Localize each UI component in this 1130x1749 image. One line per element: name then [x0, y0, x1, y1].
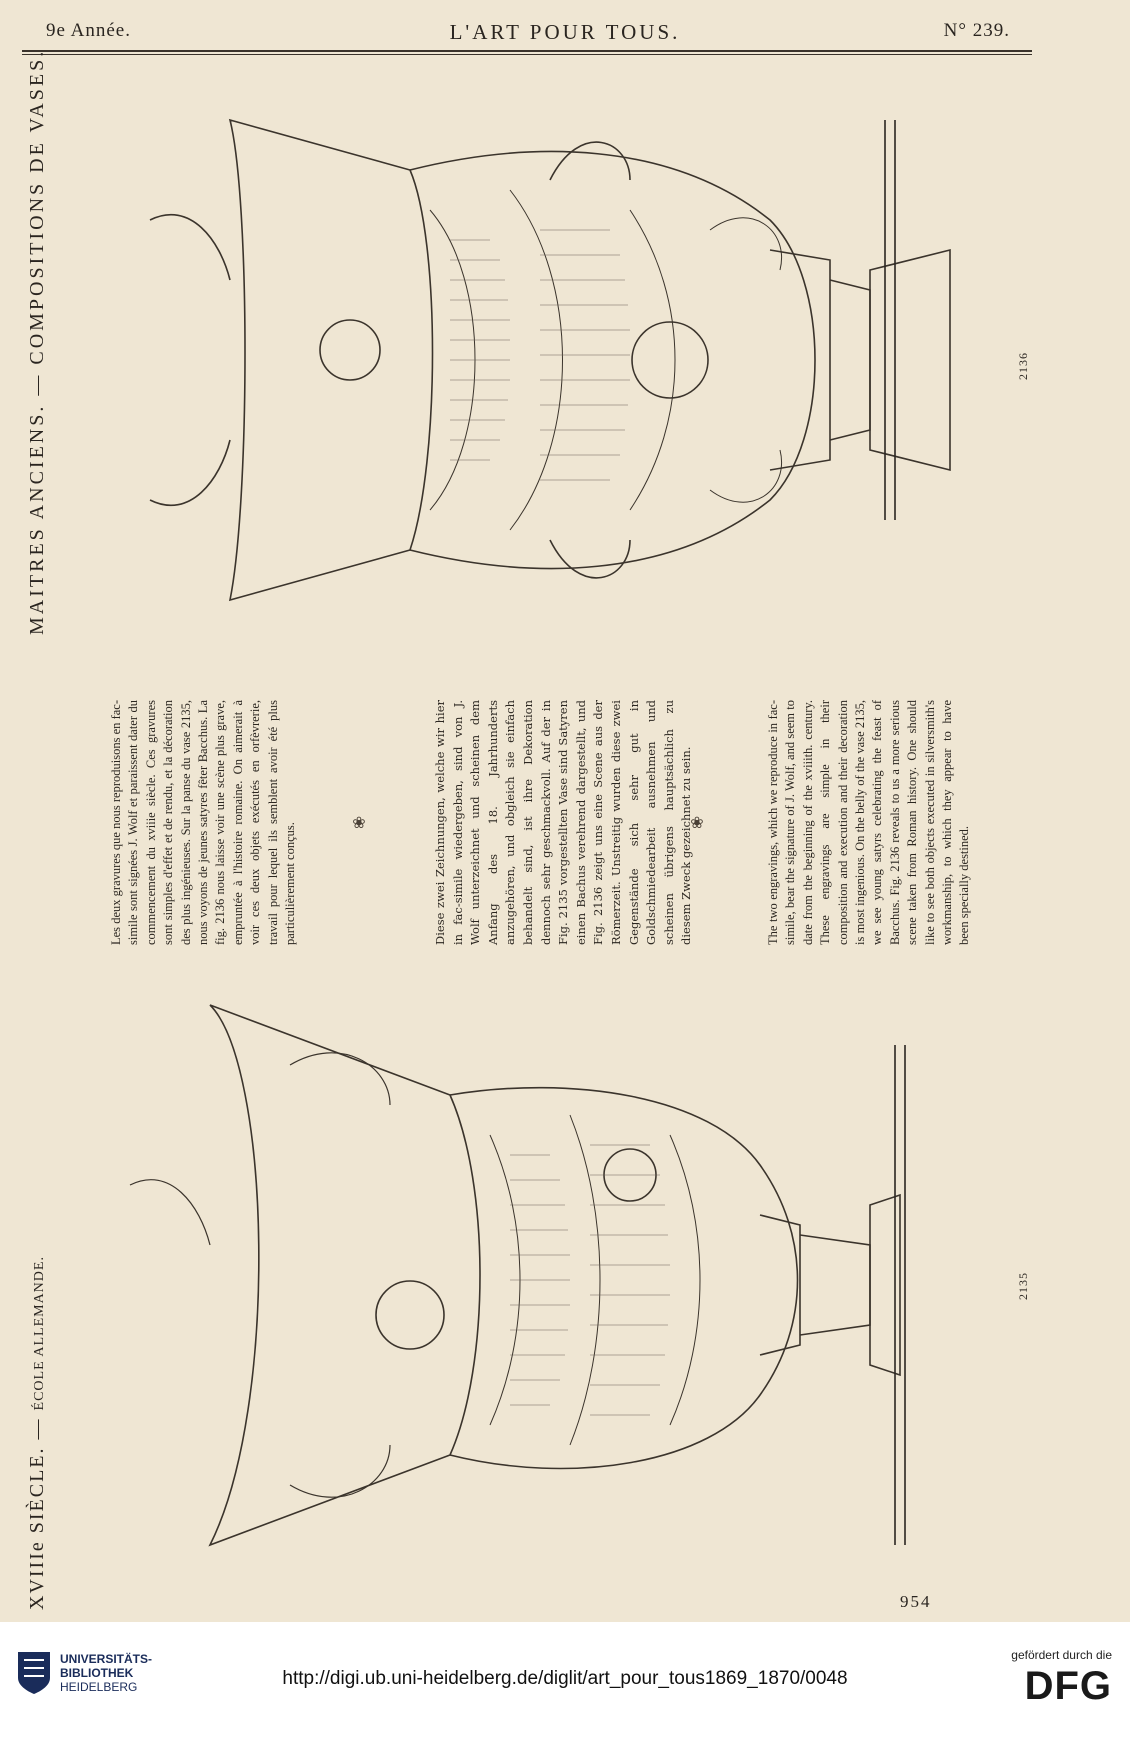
header-rule	[22, 50, 1032, 52]
text-column-german	[432, 700, 696, 945]
funding-text: gefördert durch die	[1011, 1648, 1112, 1662]
header-rule-thin	[22, 54, 1032, 55]
viewer-footer	[0, 1622, 1130, 1749]
header-issue-number: N° 239.	[943, 20, 1010, 41]
side-title-bottom	[26, 1256, 49, 1610]
page-number: 954	[900, 1592, 932, 1611]
dfg-logo: DFG	[1024, 1664, 1112, 1708]
institution-line-1: UNIVERSITÄTS-	[60, 1652, 153, 1666]
english-paragraph: The two engravings, which we reproduce in fac-simile, bear the signature of J. Wolf, and seem to date from the beginning of the xviiith. century. These engravings are simple in their composition and execution and their decoration is most ingenious. On the belly of the vase 2135, we see young satyrs celebrating the feast of Bacchus. Fig. 2136 reveals to us a more serious scene taken from Roman history. One should like to see both objects executed in silversmith's workmanship, to which they appear to have been specially destined.	[766, 700, 972, 945]
vase-illustration-2135	[110, 985, 1010, 1575]
institution-line-2: BIBLIOTHEK	[60, 1666, 134, 1680]
figure-label-2136: 2136	[1016, 352, 1030, 380]
header-volume: 9e Année.	[46, 20, 131, 41]
text-column-french	[108, 700, 299, 945]
german-paragraph: Diese zwei Zeichnungen, welche wir hier in fac-simile wiedergeben, sind von J. Wolf unterzeichnet und scheinen dem Anfang des 18. Jahrhunderts anzugehören, und obgleich sie einfach behandelt sind, ist ihre Dekoration dennoch sehr geschmackvoll. Auf der in Fig. 2135 vorgestellten Vase sind Satyren einen Bachus verehrend dargestellt, und Fig. 2136 zeigt uns eine Scene aus der Römerzeit. Unstreitig wurden diese zwei Gegenstände sich sehr gut in Goldschmiedearbeit ausnehmen und scheinen übrigens hauptsächlich zu diesem Zweck gezeichnet zu sein.	[433, 700, 694, 945]
permalink-url[interactable]: http://digi.ub.uni-heidelberg.de/diglit/art_pour_tous1869_1870/0048	[282, 1668, 848, 1689]
figure-label-2135: 2135	[1016, 1272, 1030, 1300]
french-paragraph: Les deux gravures que nous reproduisons en fac-simile sont signées J. Wolf et paraissent dater du commencement du xviiie siècle. Ces gravures sont simples d'effet et de rendu, et la décoration des plus ingénieuses. Sur la panse du vase 2135, nous voyons de jeunes satyres fêter Bacchus. La fig. 2136 nous laisse voir une scène plus grave, empruntée à l'histoire romaine. On aimerait à voir ces deux objets exécutés en orfèvrerie, travail pour lequel ils semblent avoir été plus particulièrement conçus.	[109, 700, 298, 945]
ornament-icon: ❀	[352, 815, 366, 832]
vase-illustration-2136	[110, 80, 1010, 640]
institution-line-3: HEIDELBERG	[60, 1680, 138, 1694]
side-title-century: XVIIIe SIÈCLE. —	[26, 1417, 48, 1610]
header-title: L'ART POUR TOUS.	[449, 20, 681, 44]
text-column-english	[765, 700, 974, 945]
side-title-school: ÉCOLE ALLEMANDE.	[32, 1256, 47, 1411]
ornament-icon: ❀	[690, 815, 704, 832]
side-title-top: MAITRES ANCIENS. — COMPOSITIONS DE VASES.	[26, 48, 48, 635]
